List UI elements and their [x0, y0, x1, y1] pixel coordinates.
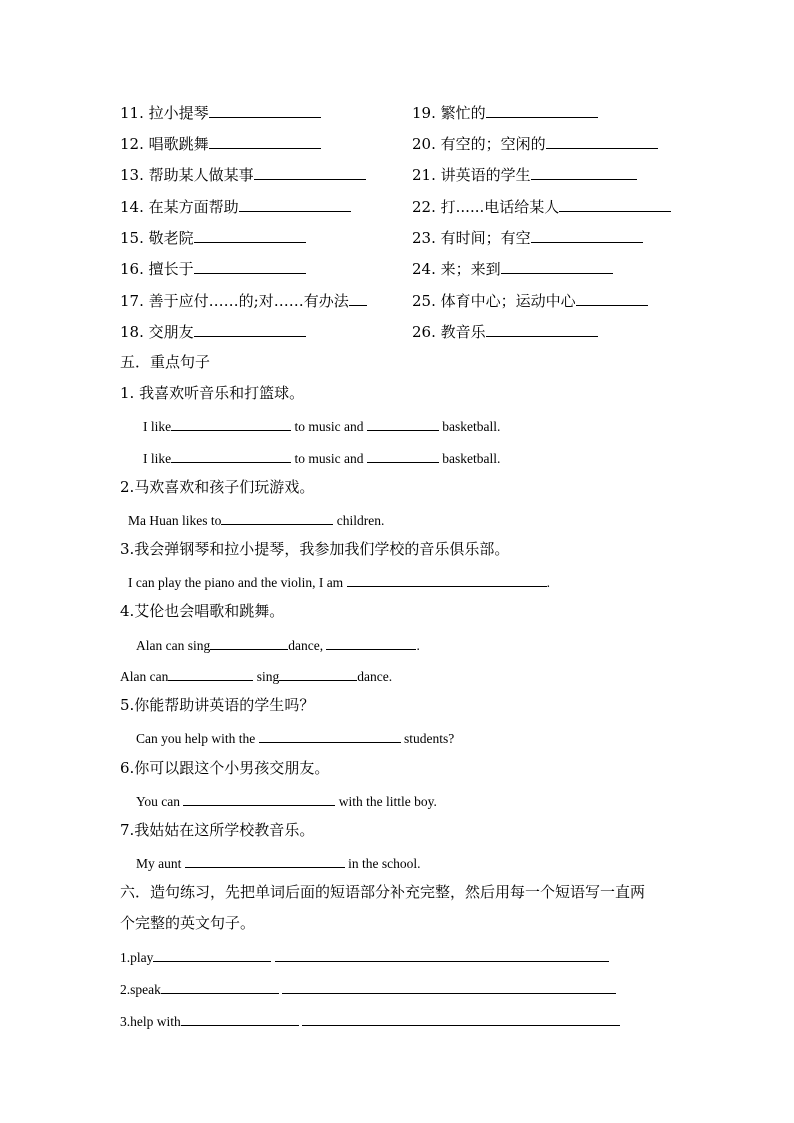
exercise-item-3 — [120, 1010, 620, 1032]
sentence-text: I like — [143, 419, 172, 434]
phrase-blank[interactable] — [161, 978, 279, 994]
sentence-text: Can you help with the — [136, 731, 256, 746]
answer-blank[interactable] — [326, 634, 416, 650]
answer-blank[interactable] — [546, 133, 658, 149]
vocab-item-17 — [120, 290, 367, 311]
item-number: 13. — [120, 166, 144, 184]
item-number: 16. — [120, 260, 144, 278]
answer-blank[interactable] — [531, 227, 643, 243]
sentence-6-english — [136, 790, 437, 812]
answer-blank[interactable] — [168, 665, 253, 681]
item-text: 擅长于 — [148, 260, 194, 278]
answer-blank[interactable] — [171, 447, 291, 463]
vocab-item-16 — [120, 258, 306, 279]
item-text: 在某方面帮助 — [148, 198, 239, 216]
item-text: 体育中心；运动中心 — [440, 292, 576, 310]
vocab-item-14 — [120, 196, 351, 217]
item-text: 打......电话给某人 — [440, 198, 560, 216]
vocab-item-19 — [412, 102, 598, 123]
sentence-1-line-a — [143, 415, 500, 437]
sentence-text: children. — [336, 513, 385, 528]
sentence-7-english — [136, 852, 421, 874]
sentence-text: dance. — [357, 669, 393, 684]
vocab-item-11 — [120, 102, 321, 123]
sentence-blank[interactable] — [275, 946, 609, 962]
item-number: 11. — [120, 104, 144, 122]
sentence-text: dance, — [288, 638, 324, 653]
answer-blank[interactable] — [486, 102, 598, 118]
sentence-text: to music and — [294, 451, 364, 466]
item-text: 拉小提琴 — [148, 104, 209, 122]
answer-blank[interactable] — [194, 321, 306, 337]
sentence-text: You can — [136, 794, 181, 809]
item-text: 教音乐 — [440, 323, 486, 341]
item-number: 22. — [412, 198, 436, 216]
sentence-2-english — [128, 509, 384, 531]
section-6-heading: 六．造句练习，先把单词后面的短语部分补充完整，然后用每一个短语写一直两 — [120, 883, 646, 901]
sentence-3-chinese: 3.我会弹钢琴和拉小提琴，我参加我们学校的音乐俱乐部。 — [120, 540, 510, 558]
item-number: 14. — [120, 198, 144, 216]
sentence-1-line-b — [143, 447, 500, 469]
vocab-item-24 — [412, 258, 613, 279]
phrase-blank[interactable] — [153, 946, 271, 962]
exercise-item-2 — [120, 978, 616, 1000]
sentence-5-english — [136, 727, 454, 749]
vocab-item-13 — [120, 164, 366, 185]
answer-blank[interactable] — [209, 133, 321, 149]
item-number: 26. — [412, 323, 436, 341]
section-6-heading-continued: 个完整的英文句子。 — [120, 914, 256, 932]
answer-blank[interactable] — [501, 258, 613, 274]
sentence-text: with the little boy. — [338, 794, 437, 809]
vocab-item-25 — [412, 290, 648, 311]
answer-blank[interactable] — [347, 571, 547, 587]
item-text: 讲英语的学生 — [440, 166, 531, 184]
vocab-item-20 — [412, 133, 658, 154]
answer-blank[interactable] — [194, 258, 306, 274]
exercise-word: 2.speak — [120, 982, 161, 997]
vocab-item-23 — [412, 227, 643, 248]
answer-blank[interactable] — [185, 852, 345, 868]
answer-blank[interactable] — [194, 227, 306, 243]
item-text: 交朋友 — [148, 323, 194, 341]
sentence-text: in the school. — [348, 856, 421, 871]
item-number: 15. — [120, 229, 144, 247]
sentence-text: . — [416, 638, 420, 653]
sentence-text: My aunt — [136, 856, 182, 871]
section-5-heading: 五．重点句子 — [120, 353, 211, 371]
item-text: 唱歌跳舞 — [148, 135, 209, 153]
item-number: 12. — [120, 135, 144, 153]
sentence-text: Alan can — [120, 669, 169, 684]
sentence-text: I can play the piano and the violin, I am — [128, 575, 344, 590]
item-text: 繁忙的 — [440, 104, 486, 122]
item-number: 17. — [120, 292, 144, 310]
sentence-text: students? — [403, 731, 455, 746]
sentence-4-chinese: 4.艾伦也会唱歌和跳舞。 — [120, 602, 285, 620]
sentence-blank[interactable] — [282, 978, 616, 994]
item-text: 来；来到 — [440, 260, 501, 278]
answer-blank[interactable] — [531, 164, 637, 180]
phrase-blank[interactable] — [181, 1010, 299, 1026]
item-text: 敬老院 — [148, 229, 194, 247]
sentence-7-chinese: 7.我姑姑在这所学校教音乐。 — [120, 821, 315, 839]
sentence-2-chinese: 2.马欢喜欢和孩子们玩游戏。 — [120, 478, 315, 496]
item-text: 帮助某人做某事 — [148, 166, 254, 184]
answer-blank[interactable] — [349, 290, 367, 306]
sentence-text: . — [546, 575, 550, 590]
answer-blank[interactable] — [171, 415, 291, 431]
sentence-5-chinese: 5.你能帮助讲英语的学生吗？ — [120, 696, 315, 714]
answer-blank[interactable] — [367, 415, 439, 431]
answer-blank[interactable] — [576, 290, 648, 306]
item-number: 19. — [412, 104, 436, 122]
sentence-1-chinese: 1. 我喜欢听音乐和打篮球。 — [120, 384, 305, 402]
answer-blank[interactable] — [221, 509, 333, 525]
exercise-word: 3.help with — [120, 1014, 181, 1029]
vocab-item-12 — [120, 133, 321, 154]
sentence-4-line-b — [120, 665, 392, 687]
answer-blank[interactable] — [559, 196, 671, 212]
item-text: 有时间；有空 — [440, 229, 531, 247]
answer-blank[interactable] — [183, 790, 335, 806]
sentence-text: basketball. — [442, 419, 501, 434]
sentence-3-english — [128, 571, 550, 593]
sentence-text: Ma Huan likes to — [128, 513, 222, 528]
sentence-text: to music and — [294, 419, 364, 434]
vocab-item-15 — [120, 227, 306, 248]
vocab-item-21 — [412, 164, 637, 185]
item-number: 21. — [412, 166, 436, 184]
answer-blank[interactable] — [259, 727, 401, 743]
item-number: 20. — [412, 135, 436, 153]
item-number: 23. — [412, 229, 436, 247]
vocab-item-22 — [412, 196, 671, 217]
answer-blank[interactable] — [210, 634, 288, 650]
answer-blank[interactable] — [254, 164, 366, 180]
answer-blank[interactable] — [209, 102, 321, 118]
answer-blank[interactable] — [239, 196, 351, 212]
exercise-word: 1.play — [120, 950, 154, 965]
item-text: 善于应付……的;对……有办法 — [148, 292, 349, 310]
answer-blank[interactable] — [367, 447, 439, 463]
item-text: 有空的；空闲的 — [440, 135, 546, 153]
answer-blank[interactable] — [279, 665, 357, 681]
sentence-text: sing — [256, 669, 280, 684]
sentence-text: Alan can sing — [136, 638, 211, 653]
sentence-6-chinese: 6.你可以跟这个小男孩交朋友。 — [120, 759, 330, 777]
item-number: 18. — [120, 323, 144, 341]
answer-blank[interactable] — [486, 321, 598, 337]
sentence-text: I like — [143, 451, 172, 466]
item-number: 24. — [412, 260, 436, 278]
sentence-4-line-a — [136, 634, 420, 656]
sentence-blank[interactable] — [302, 1010, 620, 1026]
exercise-item-1 — [120, 946, 609, 968]
vocab-item-26 — [412, 321, 598, 342]
item-number: 25. — [412, 292, 436, 310]
vocab-item-18 — [120, 321, 306, 342]
sentence-text: basketball. — [442, 451, 501, 466]
